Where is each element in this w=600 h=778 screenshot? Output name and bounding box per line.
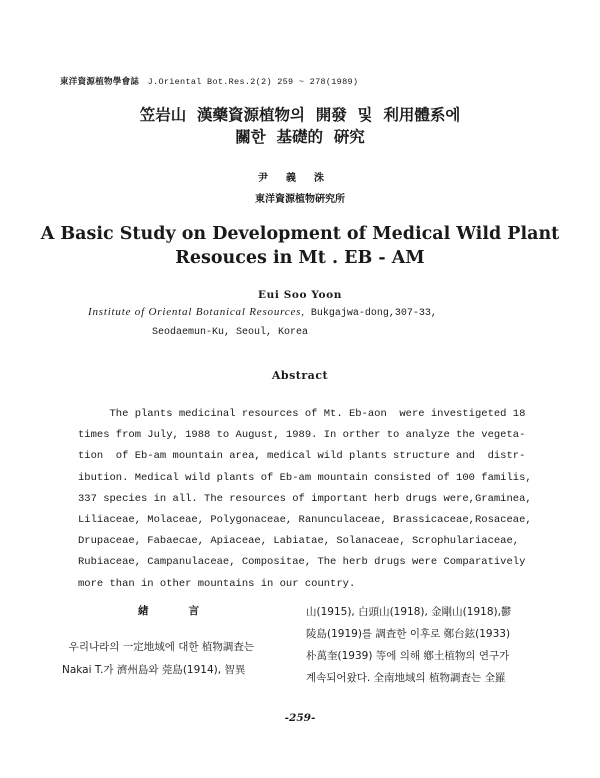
introduction-heading: 緖言 — [138, 605, 239, 617]
journal-header — [60, 75, 358, 87]
abstract-line: 337 species in all. The resources of important herb drugs were,Graminea, — [78, 492, 532, 505]
journal-name-korean: 東洋資源植物學會誌 — [60, 77, 140, 87]
abstract-heading: Abstract — [271, 369, 329, 382]
korean-title-line-1: 笠岩山 漢藥資源植物의 開發 및 利用體系에 — [139, 106, 461, 124]
right-column-line: 朴萬奎(1939) 等에 의해 鄕土植物의 연구가 — [306, 650, 510, 662]
author-affiliation-line-1 — [88, 306, 437, 319]
english-title-line-2: Resouces in Mt . EB - AM — [175, 248, 425, 268]
korean-author-name: 尹義洙 — [258, 173, 342, 184]
introduction-left-column — [62, 636, 297, 682]
abstract-line: ibution. Medical wild plants of Eb-am mountain consisted of 100 familis, — [78, 471, 532, 484]
right-column-line: 陵島(1919)를 調査한 이후로 鄭台鉉(1933) — [306, 628, 511, 640]
abstract-line: more than in other mountains in our country. — [78, 577, 356, 590]
abstract-line: times from July, 1988 to August, 1989. In orther to analyze the vegeta- — [78, 429, 526, 442]
korean-title-line-2: 關한 基礎的 硏究 — [235, 128, 365, 146]
author-affiliation-line-2: Seodaemun-Ku, Seoul, Korea — [152, 327, 309, 338]
page-number: -259- — [284, 712, 316, 724]
institute-name: Institute of Oriental Botanical Resources, — [88, 306, 305, 318]
abstract-line: tion of Eb-am mountain area, medical wild plants structure and distr- — [78, 450, 526, 463]
english-title-line-1: A Basic Study on Development of Medical Wild Plant — [40, 224, 560, 244]
journal-citation: J.Oriental Bot.Res.2(2) 259 ~ 278(1989) — [147, 77, 359, 87]
abstract-line: The plants medicinal resources of Mt. Eb-aon were investigeted 18 — [78, 408, 526, 420]
left-column-line: 우리나라의 一定地域에 대한 植物調査는 — [62, 641, 254, 653]
english-title — [0, 222, 600, 270]
introduction-right-column — [306, 601, 552, 689]
abstract-body — [78, 404, 546, 595]
right-column-line: 山(1915), 白頭山(1918), 金剛山(1918),鬱 — [306, 606, 512, 618]
abstract-line: Rubiaceae, Campanulaceae, Compositae, The herb drugs were Comparatively — [78, 556, 526, 569]
right-column-line: 계속되어왔다. 全南地域의 植物調査는 全羅 — [306, 672, 506, 684]
abstract-line: Drupaceae, Fabaecae, Apiaceae, Labiatae, Solanaceae, Scrophulariaceae, — [78, 535, 520, 548]
abstract-line: Liliaceae, Molaceae, Polygonaceae, Ranunculaceae, Brassicaceae,Rosaceae, — [78, 513, 532, 526]
korean-affiliation: 東洋資源植物硏究所 — [255, 194, 345, 205]
left-column-line: Nakai T.가 濟州島와 莞島(1914), 智異 — [62, 664, 246, 676]
address-line-1: Bukgajwa-dong,307-33, — [304, 308, 437, 319]
author-name: Eui Soo Yoon — [258, 289, 342, 301]
korean-title — [0, 104, 600, 148]
